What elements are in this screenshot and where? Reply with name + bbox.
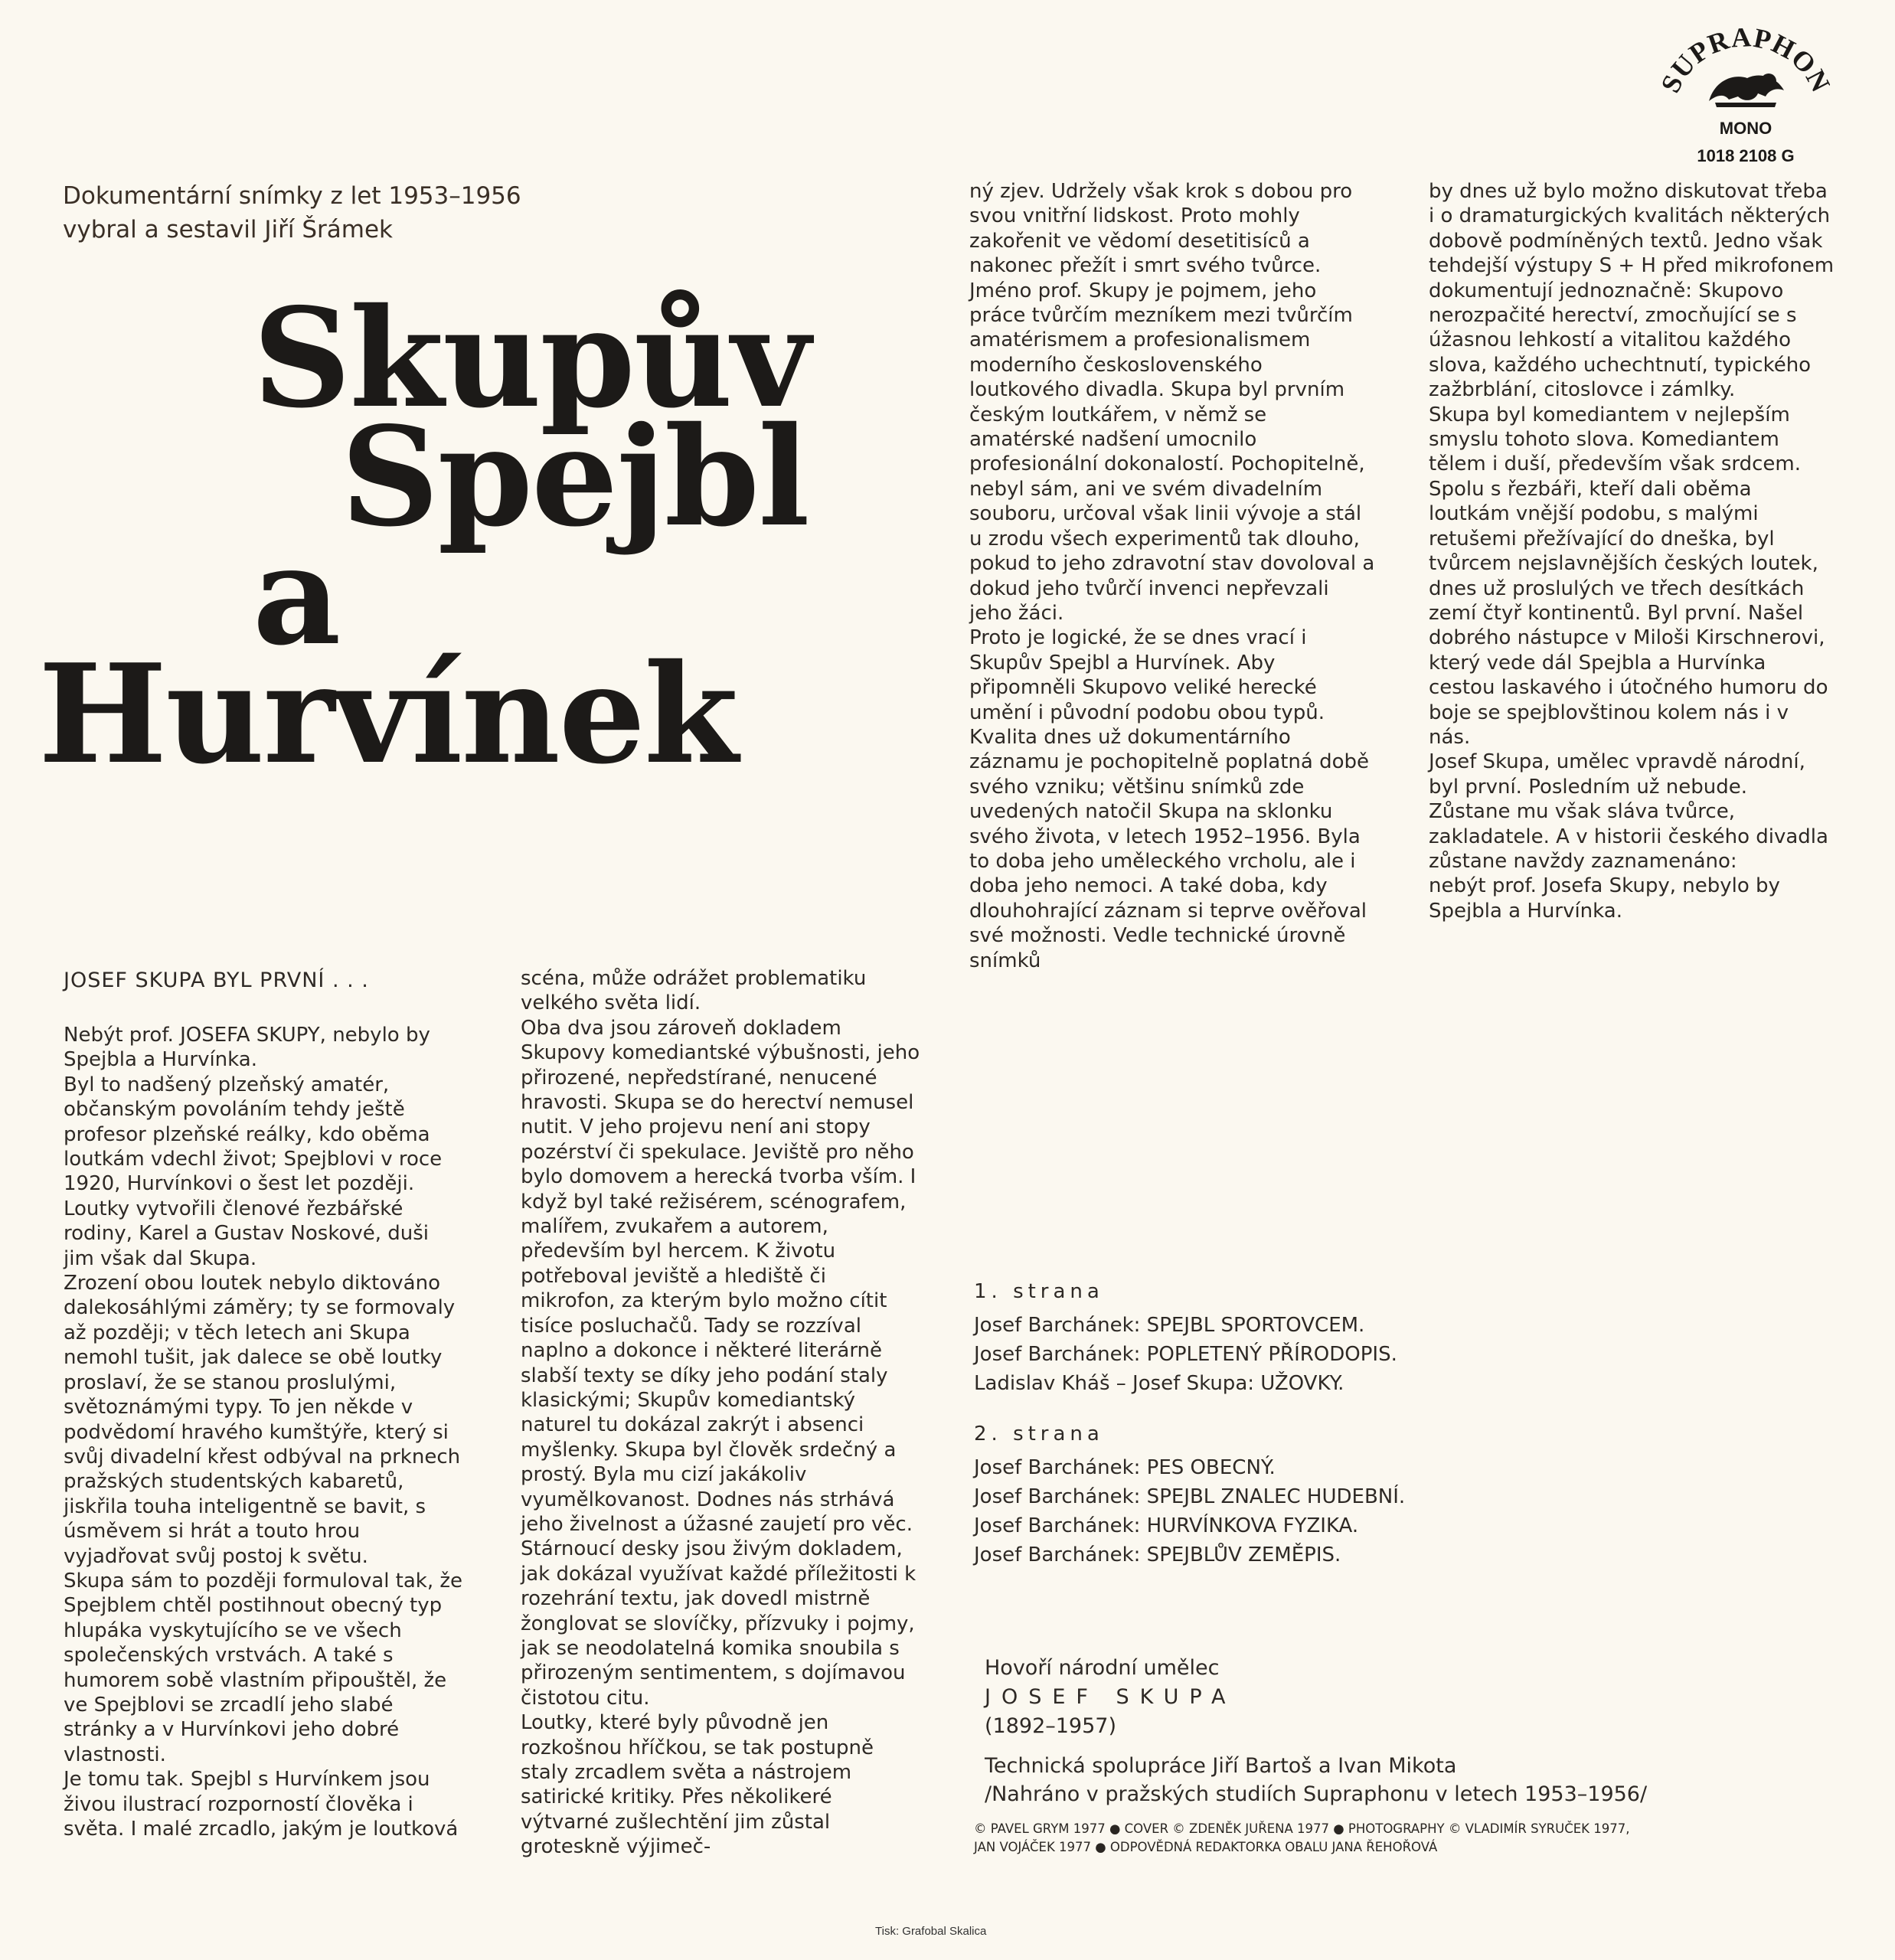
article-column-2 <box>521 966 923 1860</box>
paragraph: Loutky, které byly původně jen rozkošnou hříčkou, se tak postupně staly zrcadlem světa a nástrojem satirické kritiky. Přes několikeré výtvarné zušlechtění jim zůstal groteskně výjimeč- <box>521 1711 874 1859</box>
tech-line-1: Technická spolupráce Jiří Bartoš a Ivan Mikota <box>985 1754 1457 1778</box>
paragraph: Oba dva jsou zároveň dokladem Skupovy komediantské výbušnosti, jeho přirozené, nepředstírané, nenucené hravosti. Skupa se do herectví nemusel nutit. V jeho projevu není ani stopy pozérství či spekulace. Jeviště pro něho bylo domovem a herecká tvorba vším. I když byl také režisérem, scénografem, malířem, zvukařem a autorem, především byl hercem. K životu potřeboval jeviště a hlediště či mikrofon, za kterým bylo možno cítit tisíce posluchačů. Tady se rozzíval naplno a dokonce i některé literárně slabší texty se díky jeho podání staly klasickými; Skupův komediantský naturel tu dokázal zakrýt i absenci myšlenky. Skupa byl člověk srdečný a prostý. Byla mu cizí jakákoliv vyumělkovanost. Dodnes nás strhává jeho živelnost a úžasné zaujetí pro věc. Stárnoucí desky jsou živým dokladem, jak dokázal využívat každé příležitosti k rozehrání textu, jak dovedl mistrně žonglovat se slovíčky, přízvuky i pojmy, jak se neodolatelná komika snoubila s přirozeným sentimentem, s dojímavou čistotou citu. <box>521 1016 920 1710</box>
paragraph: scéna, může odrážet problematiku velkého světa lidí. <box>521 967 867 1015</box>
intro-line-2: vybral a sestavil Jiří Šrámek <box>63 216 393 243</box>
credits-line-1: © PAVEL GRYM 1977 ● COVER © ZDENĚK JUŘENA 1977 ● PHOTOGRAPHY © VLADIMÍR SYRUČEK 1977, <box>974 1821 1630 1836</box>
paragraph: Jméno prof. Skupy je pojmem, jeho práce tvůrčím mezníkem mezi tvůrčím amatérismem a profesionalismem moderního československého loutkového divadla. Skupa byl prvním českým loutkářem, v němž se amatérské nadšení umocnilo profesionální dokonalostí. Pochopitelně, nebyl sám, ani ve svém divadelním souboru, určoval však linii vývoje a stál u zrodu všech experimentů tak dlouho, pokud to jeho zdravotní stav dovoloval a dokud jeho tvůrčí invenci nepřevzali jeho žáci. <box>969 279 1375 625</box>
narrator-block <box>985 1654 1674 1741</box>
side-1-label: 1. strana <box>974 1280 1104 1303</box>
intro-line-1: Dokumentární snímky z let 1953–1956 <box>63 182 521 210</box>
track-item: Josef Barchánek: POPLETENÝ PŘÍRODOPIS. <box>974 1343 1397 1366</box>
article-column-1 <box>64 1023 466 1841</box>
logo-brand-text: UPRAPHO <box>1665 21 1823 84</box>
narrator-years: (1892–1957) <box>985 1714 1116 1738</box>
paragraph: by dnes už bylo možno diskutovat třeba i o dramaturgických kvalitách některých dobově podmíněných textů. Jedno však tehdejší výstupy S + H před mikrofonem dokumentují jednoznačně: Skupovo nerozpačité herectví, zmocňující se s úžasnou lehkostí a vitalitou každého slova, každého uchechtnutí, typického zažbrblání, citoslovce i zámlky. <box>1429 180 1835 402</box>
paragraph: nebýt prof. Josefa Skupy, nebylo by Spejbla a Hurvínka. <box>1429 874 1780 923</box>
album-title <box>38 278 942 794</box>
paragraph: Skupa sám to později formuloval tak, že Spejblem chtěl postihnout obecný typ hlupáka vyskytujícího se ve všech společenských vrstvách. A také s humorem sobě vlastním připouštěl, že ve Spejblovi se zrcadlí jeho slabé stránky a v Hurvínkovi jeho dobré vlastnosti. <box>64 1569 463 1766</box>
mono-label: MONO <box>1719 119 1772 138</box>
paragraph: Byl to nadšený plzeňský amatér, občanským povoláním tehdy ještě profesor plzeňské reálky, kdo oběma loutkám vdechl život; Spejblovi v roce 1920, Hurvínkovi o šest let později. Loutky vytvořili členové řezbářské rodiny, Karel a Gustav Noskové, duši jim však dal Skupa. <box>64 1073 443 1270</box>
narrator-name: JOSEF SKUPA <box>985 1685 1237 1709</box>
paragraph: Proto je logické, že se dnes vrací i Skupův Spejbl a Hurvínek. Aby připomněli Skupovo veliké herecké umění i původní podobu obou typů. Kvalita dnes už dokumentárního záznamu je pochopitelně poplatná době svého vzniku; většinu snímků zde uvedených natočil Skupa na sklonku svého života, v letech 1952–1956. Byla to doba jeho uměleckého vrcholu, ale i doba jeho nemoci. A také doba, kdy dlouhohrající záznam si teprve ověřoval své možnosti. Vedle technické úrovně snímků <box>969 626 1370 972</box>
track-item: Josef Barchánek: SPEJBL ZNALEC HUDEBNÍ. <box>974 1485 1406 1508</box>
supraphon-logo <box>1661 11 1830 118</box>
article-heading: JOSEF SKUPA BYL PRVNÍ . . . <box>64 969 369 992</box>
tech-line-2: /Nahráno v pražských studiích Supraphonu v letech 1953–1956/ <box>985 1782 1648 1806</box>
credits-line-2: JAN VOJÁČEK 1977 ● ODPOVĚDNÁ REDAKTORKA OBALU JANA ŘEHOŘOVÁ <box>974 1840 1438 1854</box>
track-list <box>974 1277 1586 1570</box>
article-column-3 <box>969 179 1375 973</box>
track-item: Ladislav Kháš – Josef Skupa: UŽOVKY. <box>974 1372 1344 1395</box>
supraphon-emblem <box>1661 11 1830 118</box>
title-line-2: Spejbl <box>341 397 809 557</box>
track-item: Josef Barchánek: HURVÍNKOVA FYZIKA. <box>974 1514 1359 1537</box>
title-line-3: a <box>253 515 340 675</box>
track-item: Josef Barchánek: SPEJBLŮV ZEMĚPIS. <box>974 1544 1341 1566</box>
technical-credits <box>985 1752 1750 1808</box>
paragraph: Nebýt prof. JOSEFA SKUPY, nebylo by Spejbla a Hurvínka. <box>64 1024 430 1072</box>
record-format <box>1669 115 1822 170</box>
printer-note: Tisk: Grafobal Skalica <box>875 1925 987 1938</box>
paragraph: Skupa byl komediantem v nejlepším smyslu tohoto slova. Komediantem tělem i duší, především však srdcem. Spolu s řezbáři, kteří dali oběma loutkám vnější podobu, s malými retušemi přežívající do dneška, byl tvůrcem nejslavnějších českých loutek, dnes už proslulých ve třech desítkách zemí čtyř kontinentů. Byl první. Našel dobrého nástupce v Miloši Kirschnerovi, který vede dál Spejbla a Hurvínka cestou laskavého i útočného humoru do boje se spejblovštinou kolem nás i v nás. <box>1429 403 1828 749</box>
paragraph: Zrození obou loutek nebylo diktováno dalekosáhlými záměry; ty se formovaly až později; v těch letech ani Skupa nemohl tušit, jak dalece se obě loutky proslaví, že se stanou proslulými, světoznámými typy. To jen někde v podvědomí hravého kumštýře, který si svůj divadelní křest odbýval na prknech pražských studentských kabaretů, jiskřila touha inteligentně se bavit, s úsměvem si hrát a touto hrou vyjadřovat svůj postoj k světu. <box>64 1272 461 1568</box>
paragraph: Josef Skupa, umělec vpravdě národní, byl první. Posledním už nebude. Zůstane mu však sláva tvůrce, zakladatele. A v historii českého divadla zůstane navždy zaznamenáno: <box>1429 750 1828 873</box>
paragraph: Je tomu tak. Spejbl s Hurvínkem jsou živou ilustrací rozporností člověka i světa. I malé zrcadlo, jakým je loutková <box>64 1768 459 1841</box>
title-line-4: Hurvínek <box>38 634 737 794</box>
article-column-4 <box>1429 179 1835 923</box>
paragraph: ný zjev. Udržely však krok s dobou pro svou vnitřní lidskost. Proto mohly zakořenit ve vědomí desetitisíců a nakonec přežít i smrt svého tvůrce. <box>969 180 1353 278</box>
title-line-1: Skupův <box>253 278 809 438</box>
side-2-label: 2. strana <box>974 1423 1104 1446</box>
copyright-credits <box>974 1820 1847 1857</box>
narrator-intro: Hovoří národní umělec <box>985 1656 1220 1680</box>
track-item: Josef Barchánek: SPEJBL SPORTOVCEM. <box>974 1314 1365 1337</box>
track-item: Josef Barchánek: PES OBECNÝ. <box>974 1456 1276 1479</box>
intro <box>63 179 537 247</box>
catalog-number: 1018 2108 G <box>1697 146 1795 165</box>
lion-icon <box>1709 74 1784 107</box>
